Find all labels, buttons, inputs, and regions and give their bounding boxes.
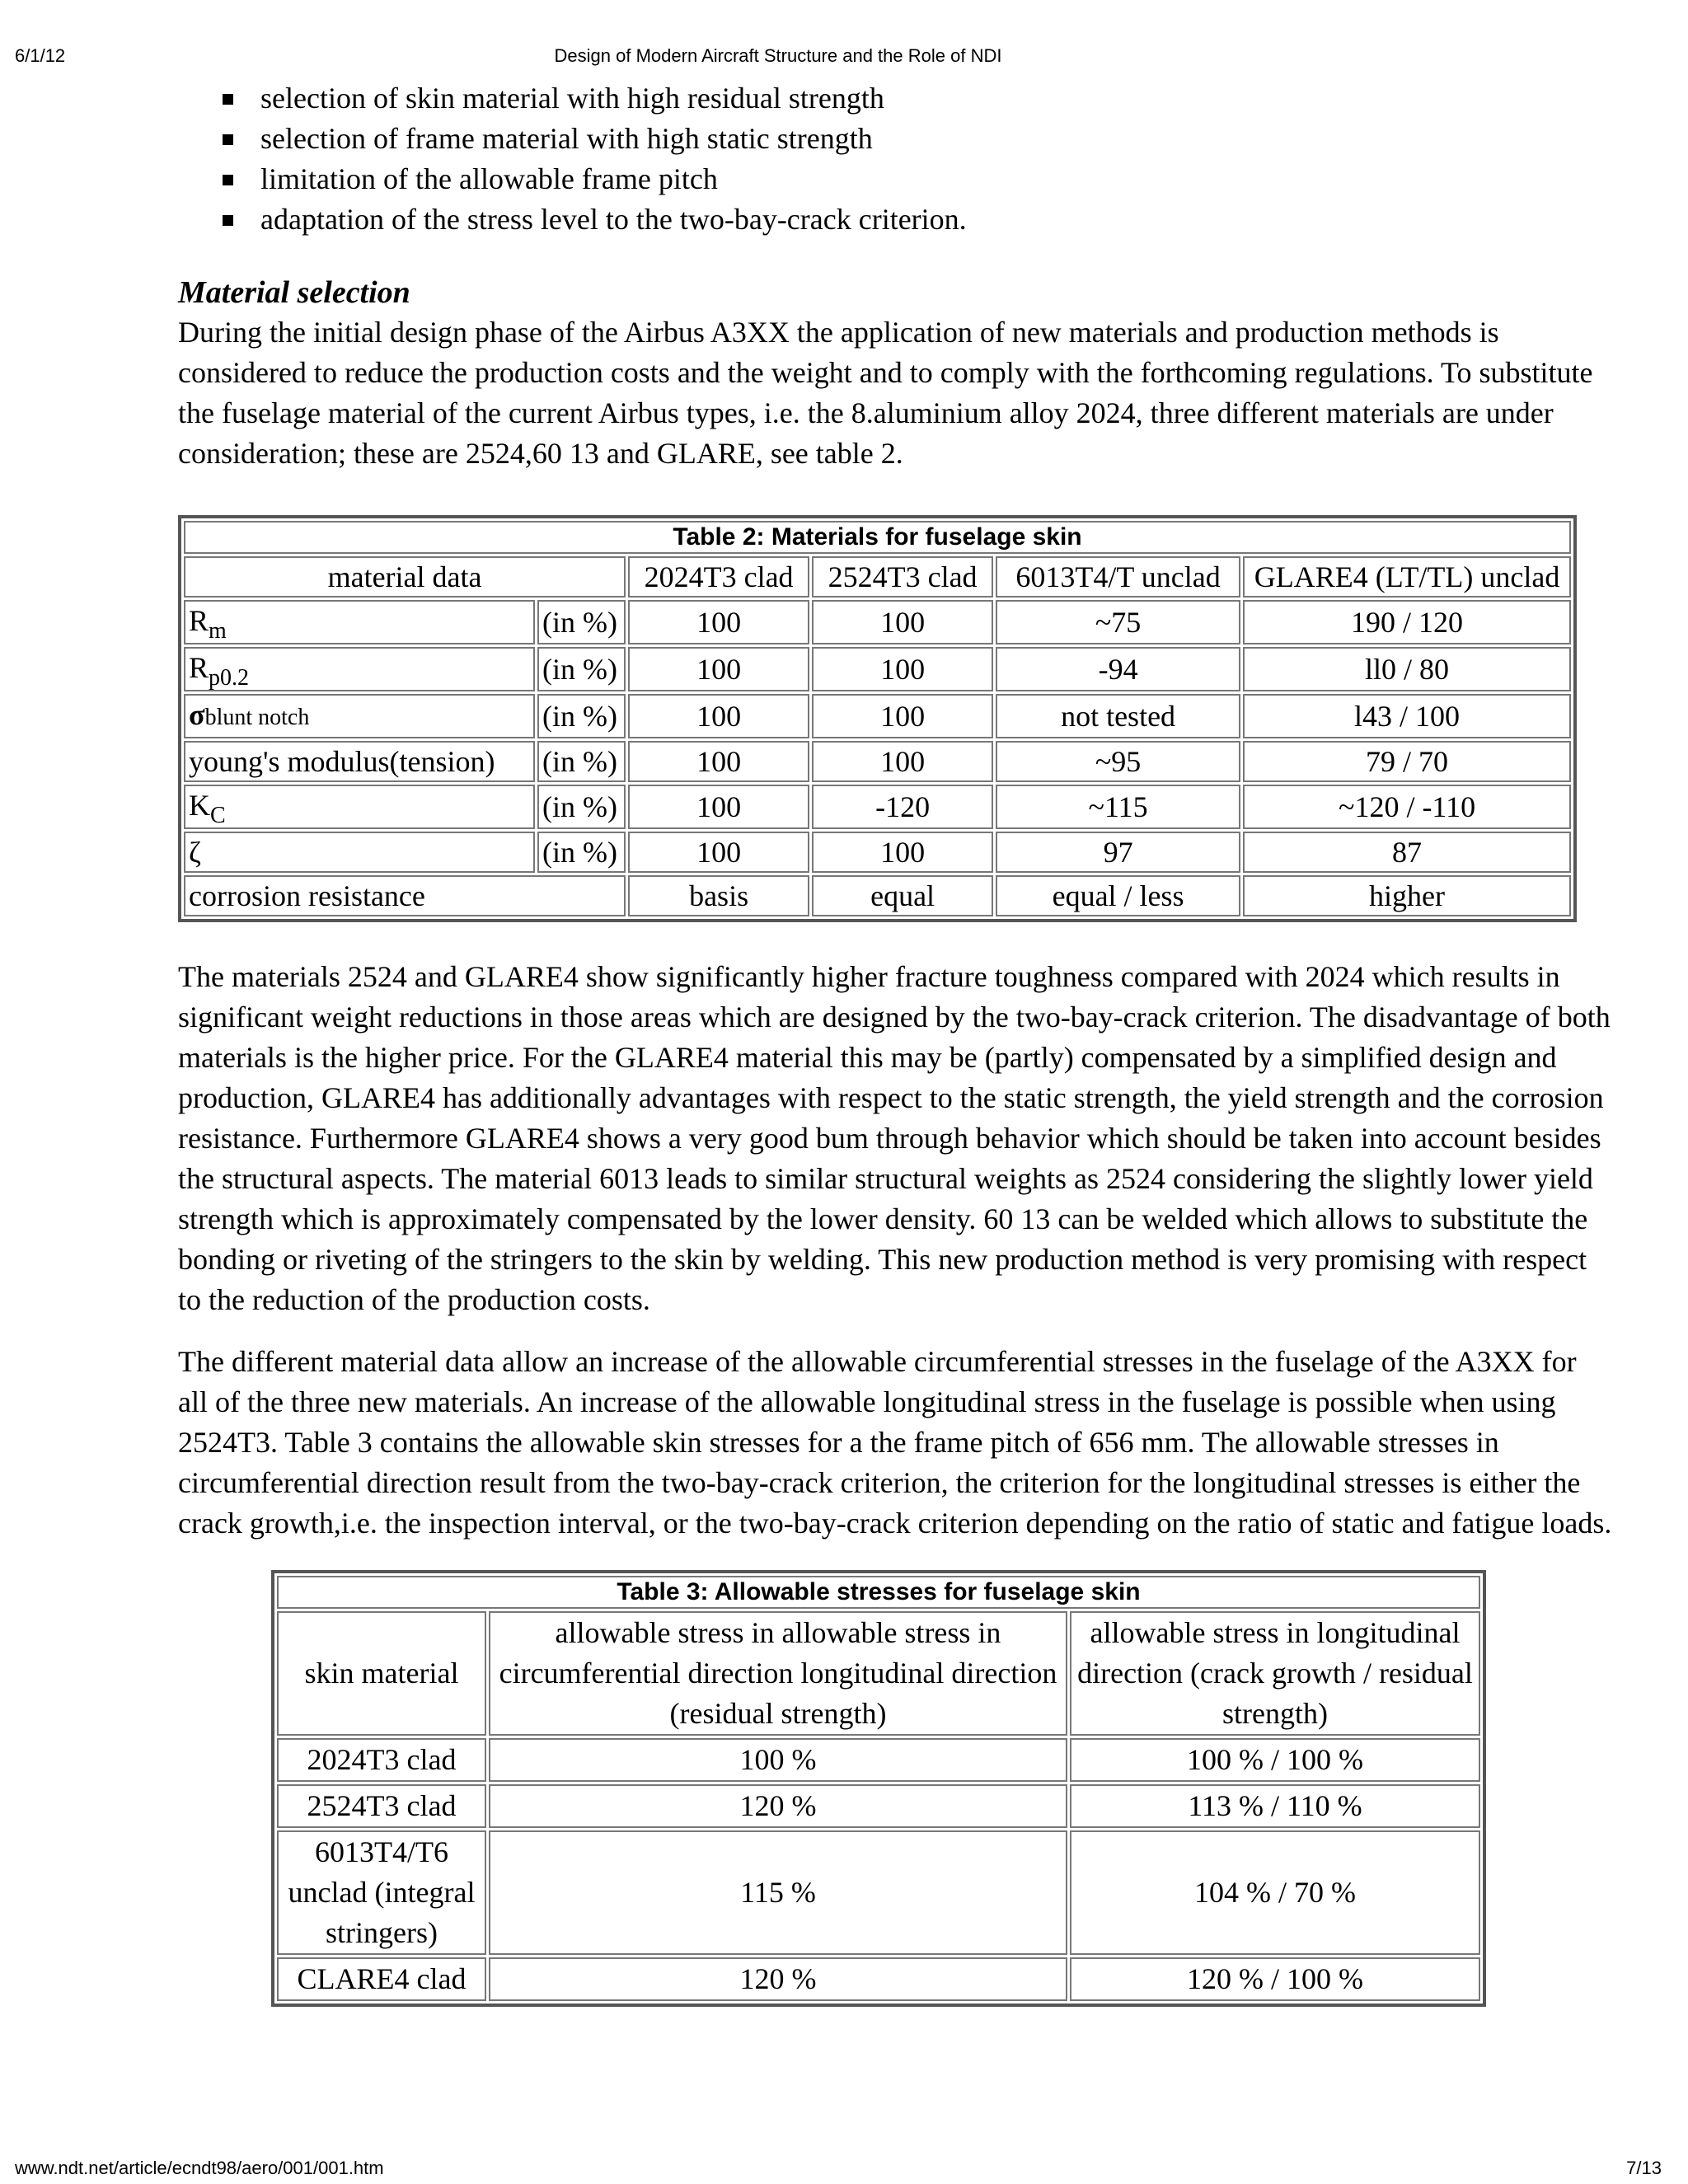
table-cell: 100 xyxy=(812,600,993,644)
table-cell: 6013T4/T6 unclad (integral stringers) xyxy=(277,1830,486,1955)
table-cell: ~115 xyxy=(996,785,1240,829)
list-item: adaptation of the stress level to the two-bay-crack criterion. xyxy=(223,199,1612,240)
table-cell: 100 % xyxy=(489,1738,1067,1782)
column-header: 2024T3 clad xyxy=(628,556,809,598)
table-cell: equal / less xyxy=(996,875,1240,916)
table-cell: 100 xyxy=(628,741,809,782)
table-cell: 100 xyxy=(628,832,809,873)
bullet-square-icon xyxy=(223,175,233,185)
unit-cell: (in %) xyxy=(537,600,626,644)
materials-table xyxy=(178,515,1577,922)
table-cell: basis xyxy=(628,875,809,916)
table-row xyxy=(277,1957,1480,2001)
table-cell: 100 xyxy=(812,694,993,738)
table-cell: 2024T3 clad xyxy=(277,1738,486,1782)
footer-page-number: 7/13 xyxy=(1626,2158,1662,2178)
table-cell: 2524T3 clad xyxy=(277,1784,486,1828)
property-label: ζ xyxy=(184,832,535,873)
table-cell: ll0 / 80 xyxy=(1243,647,1571,691)
table-cell: 115 % xyxy=(489,1830,1067,1955)
table-cell: 104 % / 70 % xyxy=(1070,1830,1480,1955)
property-label: σblunt notch xyxy=(184,694,535,738)
table-cell: 100 xyxy=(812,647,993,691)
footer-url: www.ndt.net/article/ecndt98/aero/001/001.htm xyxy=(15,2158,384,2178)
stresses-table xyxy=(271,1570,1486,2007)
table-cell: -120 xyxy=(812,785,993,829)
column-header: allowable stress in longitudinal direction (crack growth / residual strength) xyxy=(1070,1611,1480,1736)
bullet-square-icon xyxy=(223,94,233,105)
table-row xyxy=(184,600,1571,644)
paragraph-intro: During the initial design phase of the Airbus A3XX the application of new materials and production methods is considered to reduce the production costs and the weight and to comply with the forthcoming regulations. To substitute the fuselage material of the current Airbus types, i.e. the 8.aluminium alloy 2024, three different materials are under consideration; these are 2524,60 13 and GLARE, see table 2. xyxy=(178,316,1593,470)
table-cell: 100 xyxy=(812,741,993,782)
section-title: Material selection xyxy=(178,275,410,310)
table-row xyxy=(277,1784,1480,1828)
table-cell: 113 % / 110 % xyxy=(1070,1784,1480,1828)
table-row xyxy=(184,694,1571,738)
table-caption: Table 2: Materials for fuselage skin xyxy=(184,521,1571,554)
table-cell: -94 xyxy=(996,647,1240,691)
table-cell: 120 % xyxy=(489,1957,1067,2001)
table-cell: CLARE4 clad xyxy=(277,1957,486,2001)
paragraph-materials: The materials 2524 and GLARE4 show significantly higher fracture toughness compared with 2024 which results in significant weight reductions in those areas which are designed by the two-bay-crack criterion. The disadvantage of both materials is the higher price. For the GLARE4 material this may be (partly) compensated by a simplified design and production, GLARE4 has additionally advantages with respect to the static strength, the yield strength and the corrosion resistance. Furthermore GLARE4 shows a very good bum through behavior which should be taken into account besides the structural aspects. The material 6013 leads to similar structural weights as 2524 considering the slightly lower yield strength which is approximately compensated by the lower density. 60 13 can be welded which allows to substitute the bonding or riveting of the stringers to the skin by welding. This new production method is very promising with respect to the reduction of the production costs. xyxy=(178,960,1611,1316)
column-header: allowable stress in allowable stress in circumferential direction longitudinal direction (residual strength) xyxy=(489,1611,1067,1736)
header-title: Design of Modern Aircraft Structure and the Role of NDI xyxy=(554,45,1002,66)
table-row xyxy=(184,875,1571,916)
table-cell: 100 % / 100 % xyxy=(1070,1738,1480,1782)
unit-cell: (in %) xyxy=(537,832,626,873)
table-cell: higher xyxy=(1243,875,1571,916)
list-item: limitation of the allowable frame pitch xyxy=(223,159,1612,199)
table-cell: 97 xyxy=(996,832,1240,873)
header-date: 6/1/12 xyxy=(15,45,66,66)
property-label: $R_{p0.2}$ xyxy=(184,647,535,691)
table-cell: 100 xyxy=(812,832,993,873)
column-header: material data xyxy=(184,556,626,598)
table-cell: ~95 xyxy=(996,741,1240,782)
table-cell: 120 % xyxy=(489,1784,1067,1828)
table-cell: 87 xyxy=(1243,832,1571,873)
bullet-list xyxy=(223,78,1612,240)
table-cell: ~120 / -110 xyxy=(1243,785,1571,829)
property-label: $R_m$ xyxy=(184,600,535,644)
column-header: skin material xyxy=(277,1611,486,1736)
table-row xyxy=(184,832,1571,873)
column-header: GLARE4 (LT/TL) unclad xyxy=(1243,556,1571,598)
paragraph-stresses: The different material data allow an increase of the allowable circumferential stresses in the fuselage of the A3XX for all of the three new materials. An increase of the allowable longitudinal stress in the fuselage is possible when using 2524T3. Table 3 contains the allowable skin stresses for a the frame pitch of 656 mm. The allowable stresses in circumferential direction result from the two-bay-crack criterion, the criterion for the longitudinal stresses is either the crack growth,i.e. the inspection interval, or the two-bay-crack criterion depending on the ratio of static and fatigue loads. xyxy=(178,1345,1612,1540)
column-header: 2524T3 clad xyxy=(812,556,993,598)
table-caption: Table 3: Allowable stresses for fuselage skin xyxy=(277,1576,1480,1609)
table-row xyxy=(184,647,1571,691)
table-cell: equal xyxy=(812,875,993,916)
table-cell: 100 xyxy=(628,694,809,738)
table-cell: l43 / 100 xyxy=(1243,694,1571,738)
list-item: selection of skin material with high residual strength xyxy=(223,78,1612,119)
table-row xyxy=(184,785,1571,829)
column-header: 6013T4/T unclad xyxy=(996,556,1240,598)
article-content xyxy=(178,78,1612,2007)
table-cell: 79 / 70 xyxy=(1243,741,1571,782)
bullet-square-icon xyxy=(223,215,233,226)
unit-cell: (in %) xyxy=(537,647,626,691)
property-label: young's modulus(tension) xyxy=(184,741,535,782)
table-cell: 100 xyxy=(628,785,809,829)
unit-cell: (in %) xyxy=(537,694,626,738)
list-item: selection of frame material with high static strength xyxy=(223,119,1612,159)
unit-cell: (in %) xyxy=(537,785,626,829)
property-label: corrosion resistance xyxy=(184,875,626,916)
table-cell: not tested xyxy=(996,694,1240,738)
table-cell: ~75 xyxy=(996,600,1240,644)
unit-cell: (in %) xyxy=(537,741,626,782)
table-cell: 190 / 120 xyxy=(1243,600,1571,644)
table-row xyxy=(277,1738,1480,1782)
table-cell: 100 xyxy=(628,647,809,691)
table-row xyxy=(277,1830,1480,1955)
property-label: $K_C$ xyxy=(184,785,535,829)
bullet-square-icon xyxy=(223,134,233,145)
table-header-row xyxy=(184,556,1571,598)
table-header-row xyxy=(277,1611,1480,1736)
table-cell: 100 xyxy=(628,600,809,644)
table-row xyxy=(184,741,1571,782)
table-cell: 120 % / 100 % xyxy=(1070,1957,1480,2001)
